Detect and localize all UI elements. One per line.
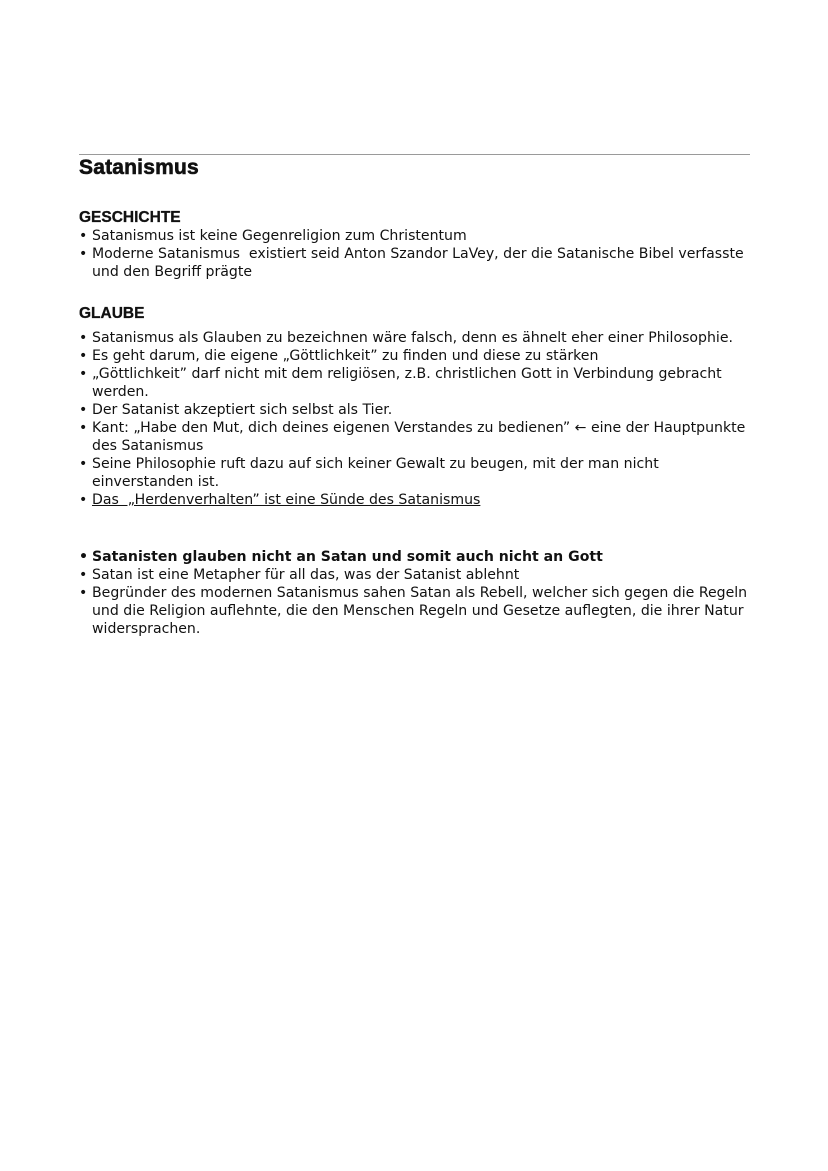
glaube-list (79, 329, 759, 509)
list-item-text: Kant: „Habe den Mut, dich deines eigenen Verstandes zu bedienen” ← eine der Hauptpunkte des Satanismus (92, 420, 750, 454)
list-item (79, 365, 759, 401)
section-heading-geschichte: GESCHICHTE (79, 209, 181, 226)
list-item-text: Seine Philosophie ruft dazu auf sich keiner Gewalt zu beugen, mit der man nicht einverstanden ist. (92, 456, 664, 490)
bullet-icon: • (79, 330, 88, 346)
list-item-text: „Göttlichkeit” darf nicht mit dem religiösen, z.B. christlichen Gott in Verbindung gebracht werden. (92, 366, 727, 400)
bullet-icon: • (79, 228, 88, 244)
section-heading-glaube: GLAUBE (79, 305, 145, 322)
list-item (79, 401, 759, 419)
section-glaube (79, 305, 759, 509)
bullet-icon: • (79, 348, 88, 364)
list-item-text: Es geht darum, die eigene „Göttlichkeit” zu finden und diese zu stärken (92, 348, 599, 364)
list-item (79, 566, 759, 584)
bullet-icon: • (79, 420, 88, 436)
section-geschichte (79, 209, 759, 281)
list-item (79, 491, 759, 509)
bullet-icon: • (79, 456, 88, 472)
list-item (79, 584, 759, 638)
list-item-text: Satanismus ist keine Gegenreligion zum Christentum (92, 228, 467, 244)
list-item (79, 548, 759, 566)
bullet-icon: • (79, 492, 88, 508)
list-item-text: Begründer des modernen Satanismus sahen Satan als Rebell, welcher sich gegen die Regeln und die Religion auflehnte, die den Menschen Regeln und Gesetze auflegten, die ihrer Natur widersprachen. (92, 585, 752, 637)
list-item-text: Satanismus als Glauben zu bezeichnen wäre falsch, denn es ähnelt eher einer Philosophie. (92, 330, 733, 346)
bullet-icon: • (79, 567, 88, 583)
list-item (79, 227, 759, 245)
list-item-text: Der Satanist akzeptiert sich selbst als Tier. (92, 402, 393, 418)
list-item (79, 245, 759, 281)
bullet-icon: • (79, 402, 88, 418)
list-item (79, 419, 759, 455)
list-item (79, 329, 759, 347)
summary-list (79, 548, 759, 638)
list-item-text: Satan ist eine Metapher für all das, was der Satanist ablehnt (92, 567, 520, 583)
geschichte-list (79, 227, 759, 281)
list-item-text: Satanisten glauben nicht an Satan und somit auch nicht an Gott (92, 549, 603, 565)
section-summary (79, 548, 759, 638)
list-item-text: Das „Herdenverhalten” ist eine Sünde des Satanismus (92, 492, 481, 508)
list-item (79, 347, 759, 365)
list-item (79, 455, 759, 491)
list-item-text: Moderne Satanismus existiert seid Anton Szandor LaVey, der die Satanische Bibel verfasste und den Begriff prägte (92, 246, 749, 280)
bullet-icon: • (79, 246, 88, 262)
page-title: Satanismus (79, 156, 199, 179)
bullet-icon: • (79, 549, 89, 565)
bullet-icon: • (79, 366, 88, 382)
title-rule (79, 154, 750, 155)
bullet-icon: • (79, 585, 88, 601)
